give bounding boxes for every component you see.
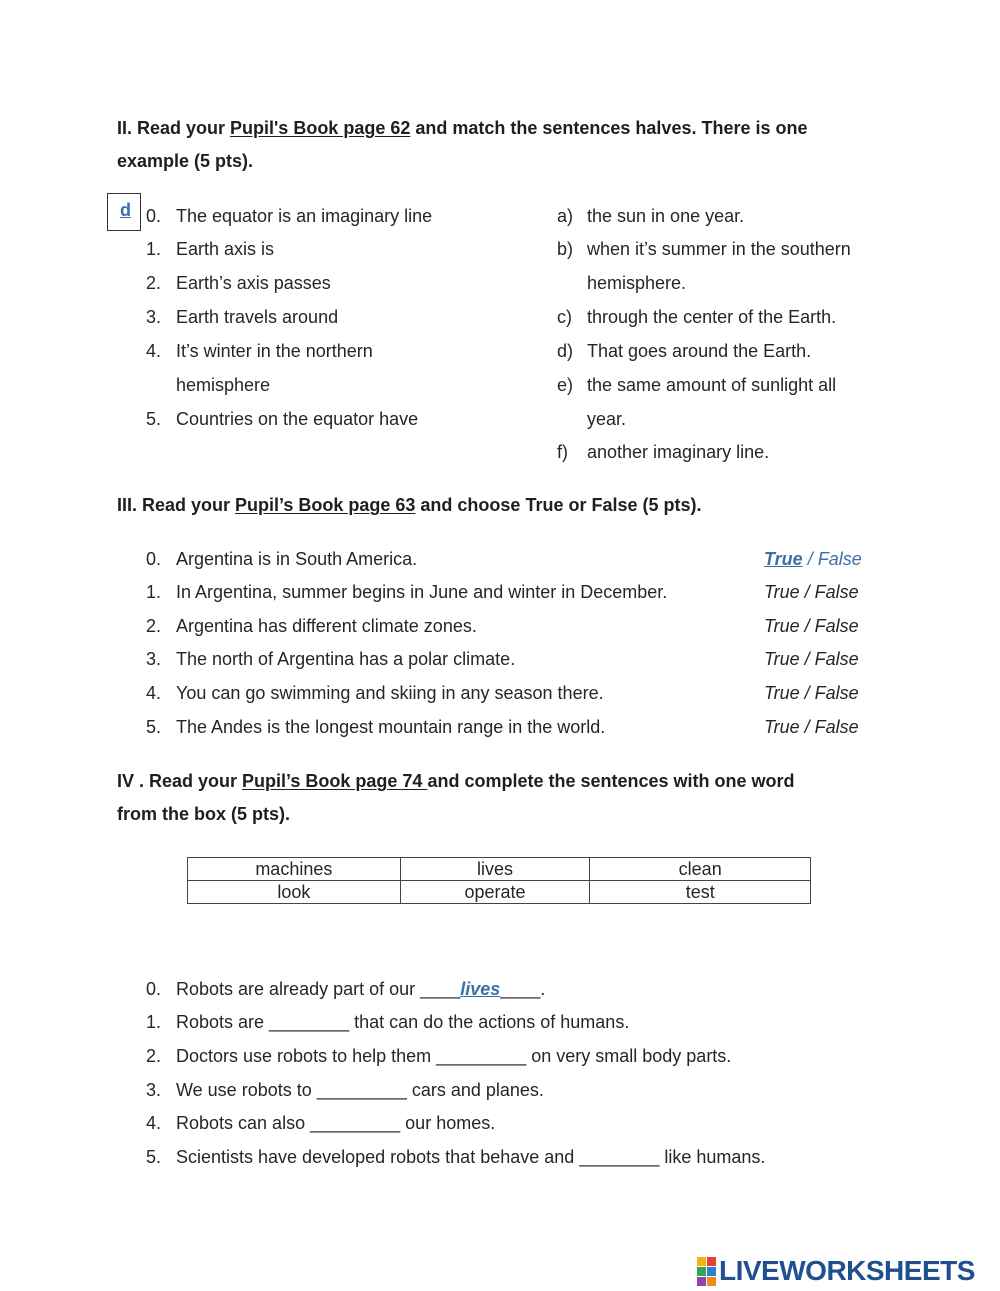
liveworksheets-logo	[697, 1256, 975, 1286]
true-false-options[interactable]: True / False	[764, 582, 859, 602]
section-4-heading: IV . Read your Pupil’s Book page 74 and complete the sentences with one word	[117, 771, 795, 791]
logo-text: LIVEWORKSHEETS	[719, 1255, 975, 1286]
section-4-heading-line2: from the box (5 pts).	[117, 804, 291, 824]
section-2-heading	[117, 112, 808, 145]
example-answer: d	[120, 200, 131, 220]
logo-mark-icon	[697, 1257, 716, 1286]
true-false-options[interactable]: True / False	[764, 649, 859, 669]
word-box-cell: lives	[400, 858, 590, 881]
false-option[interactable]: False	[817, 549, 862, 569]
fill-in-blank[interactable]: We use robots to _________ cars and planes.	[176, 1080, 544, 1100]
true-false-options[interactable]: True / False	[764, 683, 859, 703]
word-box-cell: test	[590, 881, 811, 904]
fill-in-blank[interactable]: Robots are ________ that can do the actions of humans.	[176, 1012, 630, 1032]
fill-in-blank[interactable]: Doctors use robots to help them _________ on very small body parts.	[176, 1046, 732, 1066]
true-false-options[interactable]: True / False	[764, 717, 859, 737]
word-box	[187, 857, 811, 904]
word-box-cell: clean	[590, 858, 811, 881]
word-box-cell: look	[188, 881, 401, 904]
pupils-book-reference: Pupil’s Book page 74	[242, 771, 428, 791]
fill-in-blank[interactable]: Robots can also _________ our homes.	[176, 1113, 496, 1133]
section-2-heading-line2: example (5 pts).	[117, 151, 254, 171]
true-false-options[interactable]: True / False	[764, 616, 859, 636]
word-box-cell: operate	[400, 881, 590, 904]
heading-text: and match the sentences halves. There is one	[410, 118, 808, 138]
fill-in-blank[interactable]: Scientists have developed robots that behave and ________ like humans.	[176, 1147, 766, 1167]
word-box-cell: machines	[188, 858, 401, 881]
filled-answer[interactable]: lives	[460, 979, 501, 999]
pupils-book-reference: Pupil’s Book page 63	[235, 495, 416, 515]
section-3-heading: III. Read your Pupil’s Book page 63 and choose True or False (5 pts).	[117, 495, 702, 515]
example-answer-box[interactable]	[107, 193, 141, 231]
pupils-book-reference: Pupil's Book page 62	[230, 118, 411, 138]
true-option-selected[interactable]: True	[764, 549, 803, 569]
heading-text: II. Read your	[117, 118, 231, 138]
